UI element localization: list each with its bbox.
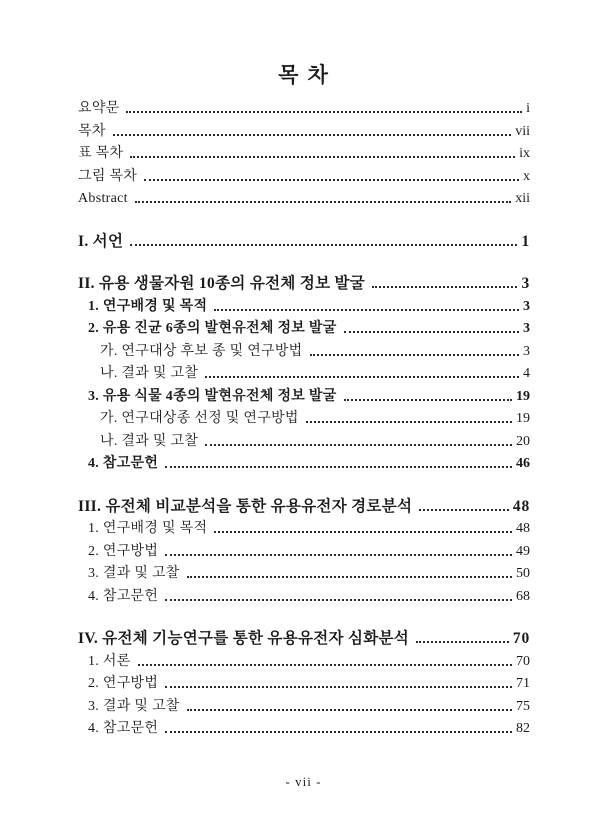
chapter-heading: [78, 496, 530, 519]
leader-dots: [187, 709, 512, 711]
toc-entry: [78, 363, 530, 386]
toc-entry: [78, 121, 530, 144]
toc-entry: [78, 386, 530, 409]
toc-entry-label: 나. 결과 및 고찰: [100, 366, 199, 381]
page-title: 목 차: [278, 63, 330, 87]
toc-entry-page: 4: [523, 366, 530, 381]
toc-entry-label: II. 유용 생물자원 10종의 유전체 정보 발굴: [78, 275, 366, 292]
leader-dots: [165, 731, 512, 733]
leader-dots: [372, 286, 517, 288]
leader-dots: [419, 509, 509, 511]
toc-entry-label: 표 목차: [78, 146, 124, 161]
leader-dots: [165, 554, 512, 556]
toc-entry-label: 2. 연구방법: [88, 676, 159, 691]
toc-entry-label: 4. 참고문헌: [88, 721, 159, 736]
leader-dots: [205, 444, 512, 446]
chapter-heading: [78, 273, 530, 296]
toc-entry-label: IV. 유전체 기능연구를 통한 유용유전자 심화분석: [78, 630, 410, 647]
toc-entry: [78, 453, 530, 476]
leader-dots: [416, 641, 509, 643]
leader-dots: [344, 399, 512, 401]
toc-entry-page: 3: [523, 343, 530, 359]
toc-entry-label: 1. 연구배경 및 목적: [88, 298, 208, 314]
toc-entry: [78, 98, 530, 121]
leader-dots: [310, 354, 519, 356]
toc-entry-label: 4. 참고문헌: [88, 456, 159, 471]
toc-entry-page: i: [526, 101, 530, 116]
leader-dots: [205, 376, 519, 378]
toc-entry-label: 가. 연구대상종 선정 및 연구방법: [100, 411, 299, 426]
toc-entry: [78, 143, 530, 166]
toc-entry-page: 75: [516, 698, 530, 714]
toc-entry-page: 19: [516, 388, 530, 404]
toc-entry-page: 3: [523, 321, 530, 336]
toc-entry: [78, 188, 530, 211]
toc-entry-page: 82: [516, 721, 530, 736]
toc-entry-label: 그림 목차: [78, 168, 138, 184]
page-footer: - vii -: [285, 774, 322, 789]
leader-dots: [126, 111, 522, 113]
leader-dots: [130, 156, 515, 158]
toc-entry-label: 1. 서론: [88, 653, 131, 669]
toc-entry: [78, 651, 530, 674]
toc-entry-page: x: [523, 168, 530, 184]
toc-entry-label: 3. 결과 및 고찰: [88, 566, 180, 581]
toc-entry-page: 3: [523, 298, 530, 314]
toc-entry: [78, 318, 530, 341]
toc-entry-page: 70: [516, 653, 530, 669]
toc-entry: [78, 518, 530, 541]
toc-entry-page: xii: [515, 191, 530, 206]
leader-dots: [144, 179, 519, 181]
toc-entry: [78, 718, 530, 741]
toc-entry: [78, 696, 530, 719]
toc-entry-label: 3. 결과 및 고찰: [88, 698, 180, 714]
toc-entry-page: 50: [516, 566, 530, 581]
toc-entry-page: 49: [516, 543, 530, 559]
leader-dots: [344, 331, 519, 333]
toc-entry-label: 요약문: [78, 101, 120, 116]
toc-entry-page: 68: [516, 588, 530, 604]
chapter-heading: [78, 628, 530, 651]
toc-entry-label: 가. 연구대상 후보 종 및 연구방법: [100, 343, 303, 359]
toc-entry-page: 70: [512, 630, 530, 647]
toc-entry-page: ix: [519, 146, 530, 161]
toc-entry: [78, 408, 530, 431]
leader-dots: [165, 466, 512, 468]
leader-dots: [135, 201, 511, 203]
toc-entry-label: 1. 연구배경 및 목적: [88, 521, 208, 536]
toc-entry-label: 2. 유용 진균 6종의 발현유전체 정보 발굴: [88, 321, 337, 336]
leader-dots: [130, 244, 517, 246]
toc-entry: [78, 673, 530, 696]
leader-dots: [113, 134, 512, 136]
toc-entry-label: III. 유전체 비교분석을 통한 유용유전자 경로분석: [78, 497, 413, 515]
toc-entry-label: 3. 유용 식물 4종의 발현유전체 정보 발굴: [88, 388, 337, 404]
leader-dots: [214, 309, 519, 311]
toc-entry-page: 46: [516, 456, 530, 471]
toc-entry-page: 48: [512, 497, 530, 515]
toc-entry-page: 48: [516, 521, 530, 536]
toc-entry-page: vii: [515, 123, 530, 139]
toc-entry-page: 20: [516, 433, 530, 449]
toc-entry-page: 3: [521, 275, 530, 292]
leader-dots: [187, 576, 512, 578]
toc-entry: [78, 341, 530, 364]
toc-entry: [78, 296, 530, 319]
toc-entry-page: 71: [516, 676, 530, 691]
leader-dots: [165, 686, 512, 688]
toc-entry-label: I. 서언: [78, 232, 124, 250]
toc-entry: [78, 563, 530, 586]
toc-entry: [78, 541, 530, 564]
leader-dots: [214, 531, 512, 533]
toc-entry-page: 19: [516, 411, 530, 426]
chapter-heading: [78, 231, 530, 254]
toc-entry: [78, 586, 530, 609]
toc-entry-label: 4. 참고문헌: [88, 588, 159, 604]
leader-dots: [138, 664, 512, 666]
toc-entry-label: 목차: [78, 123, 106, 139]
toc-entry-label: 나. 결과 및 고찰: [100, 433, 199, 449]
toc-entry: [78, 431, 530, 454]
toc-entry-label: Abstract: [78, 191, 128, 206]
toc-entry-page: 1: [521, 232, 530, 250]
leader-dots: [306, 421, 512, 423]
leader-dots: [165, 599, 512, 601]
toc-entry-label: 2. 연구방법: [88, 543, 159, 559]
toc-entry: [78, 166, 530, 189]
